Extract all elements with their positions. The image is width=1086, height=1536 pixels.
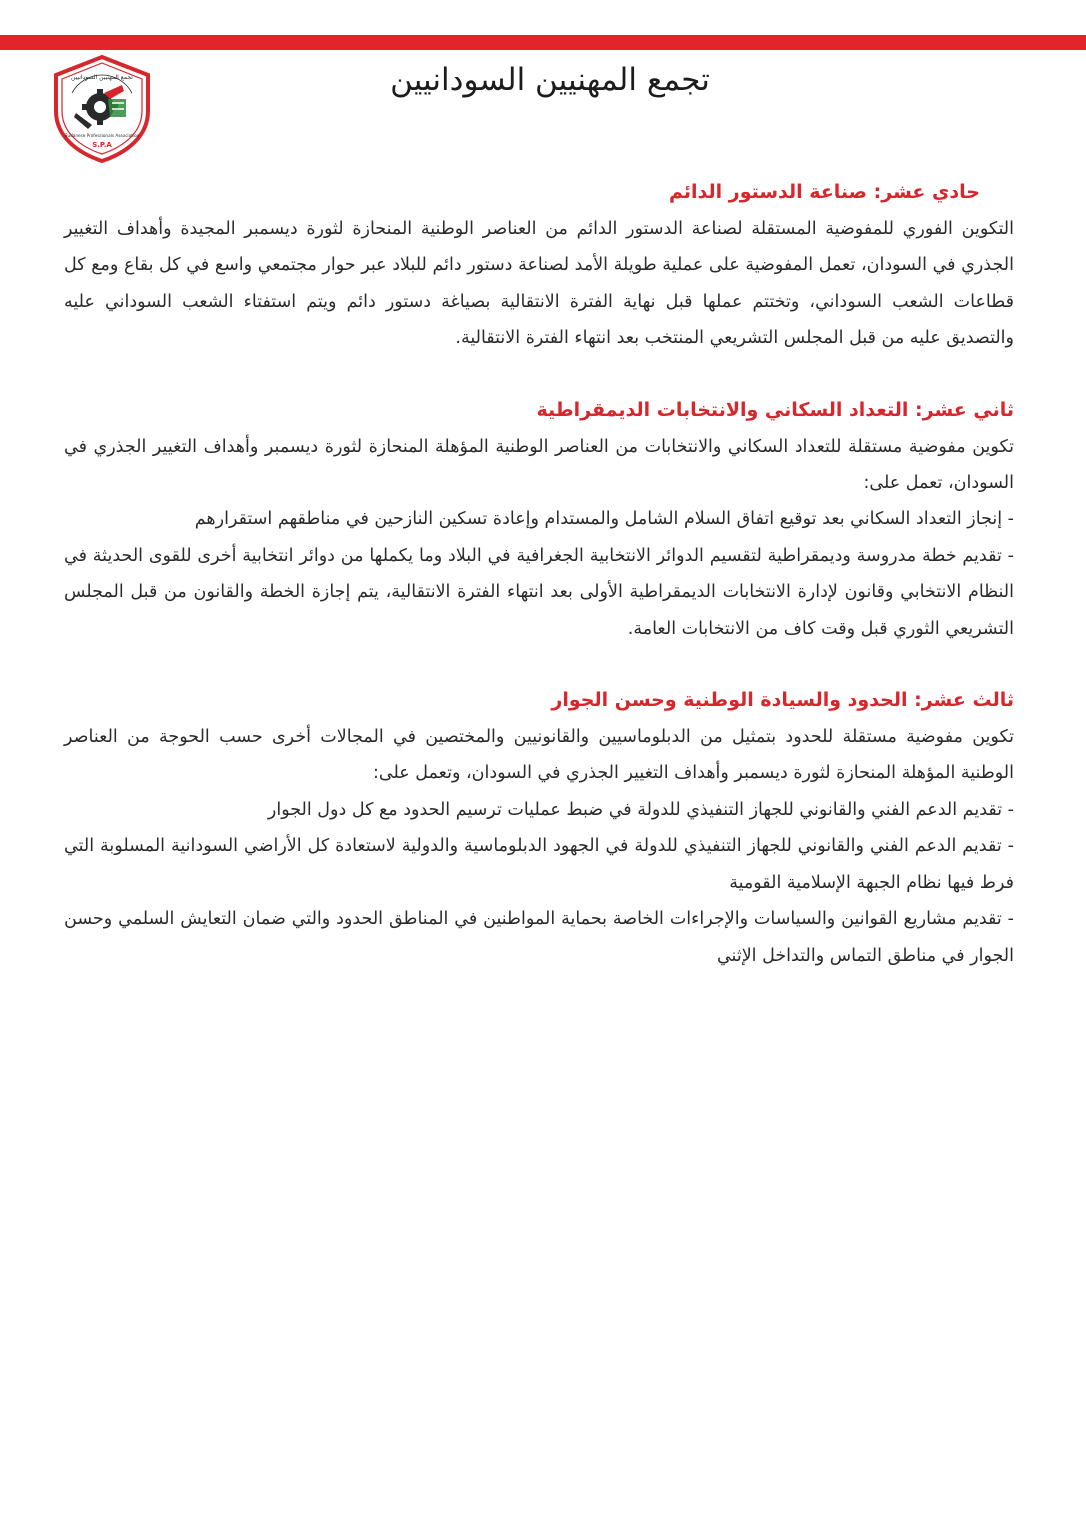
section-borders-sovereignty xyxy=(64,683,1014,974)
spa-logo-icon xyxy=(52,55,152,163)
section-title: ثاني عشر: التعداد السكاني والانتخابات الديمقراطية xyxy=(536,398,1014,421)
section-title: حادي عشر: صناعة الدستور الدائم xyxy=(668,181,980,203)
section-paragraph: التكوين الفوري للمفوضية المستقلة لصناعة الدستور الدائم من العناصر الوطنية المنحازة لثورة ديسمبر المجيدة وأهداف التغيير الجذري في السودان، تعمل المفوضية على عملية طويلة الأمد لصناعة دستور دائم للبلاد عبر حوار مجتمعي واسع في كل بقاع ومع كل قطاعات الشعب السوداني، وتختتم عملها قبل نهاية الفترة الانتقالية بصياغة دستور دائم ويتم استفتاء الشعب السوداني عليه والتصديق عليه من قبل المجلس التشريعي المنتخب بعد انتهاء الفترة الانتقالية. xyxy=(64,219,1014,349)
svg-text:تجمع المهنيين السودانيين: تجمع المهنيين السودانيين xyxy=(71,74,133,81)
list-item: - تقديم الدعم الفني والقانوني للجهاز التنفيذي للدولة في الجهود الدبلوماسية والدولية لاستعادة كل الأراضي السودانية المسلوبة التي فرط فيها نظام الجبهة الإسلامية القومية xyxy=(64,836,1014,893)
section-paragraph: تكوين مفوضية مستقلة للتعداد السكاني والانتخابات من العناصر الوطنية المؤهلة المنحازة لثورة ديسمبر وأهداف التغيير الجذري في السودان، تعمل على: xyxy=(64,436,1014,494)
document-body xyxy=(64,175,1014,1010)
list-item: - تقديم الدعم الفني والقانوني للجهاز التنفيذي للدولة في ضبط عمليات ترسيم الحدود مع كل دول الجوار xyxy=(267,799,1014,820)
section-constitution xyxy=(64,175,1014,357)
section-census-elections xyxy=(64,393,1014,647)
svg-text:S.P.A: S.P.A xyxy=(92,141,112,149)
svg-text:Sudanese Professionals Associa: Sudanese Professionals Association xyxy=(64,133,140,138)
top-accent-bar xyxy=(0,35,1086,50)
list-item: - إنجاز التعداد السكاني بعد توقيع اتفاق السلام الشامل والمستدام وإعادة تسكين النازحين في مناطقهم استقرارهم xyxy=(194,509,1014,530)
section-paragraph: تكوين مفوضية مستقلة للحدود بتمثيل من الدبلوماسيين والقانونيين والمختصين في المجالات أخرى حسب الحوجة من العناصر الوطنية المؤهلة المنحازة لثورة ديسمبر وأهداف التغيير الجذري في السودان، وتعمل على: xyxy=(64,727,1014,784)
list-item: - تقديم مشاريع القوانين والسياسات والإجراءات الخاصة بحماية المواطنين في المناطق الحدود والتي ضمان التعايش السلمي وحسن الجوار في مناطق التماس والتداخل الإثني xyxy=(64,909,1014,966)
page-title: تجمع المهنيين السودانيين xyxy=(390,62,710,98)
list-item: - تقديم خطة مدروسة وديمقراطية لتقسيم الدوائر الانتخابية الجغرافية في البلاد وما يكملها من دوائر انتخابية أخرى للقوى الحديثة في النظام الانتخابي وقانون لإدارة الانتخابات الديمقراطية الأولى بعد انتهاء الفترة الانتقالية، يتم إجازة الخطة والقانون من قبل المجلس التشريعي الثوري قبل وقت كاف من الانتخابات العامة. xyxy=(64,545,1014,639)
section-title: ثالث عشر: الحدود والسيادة الوطنية وحسن الجوار xyxy=(551,689,1014,712)
